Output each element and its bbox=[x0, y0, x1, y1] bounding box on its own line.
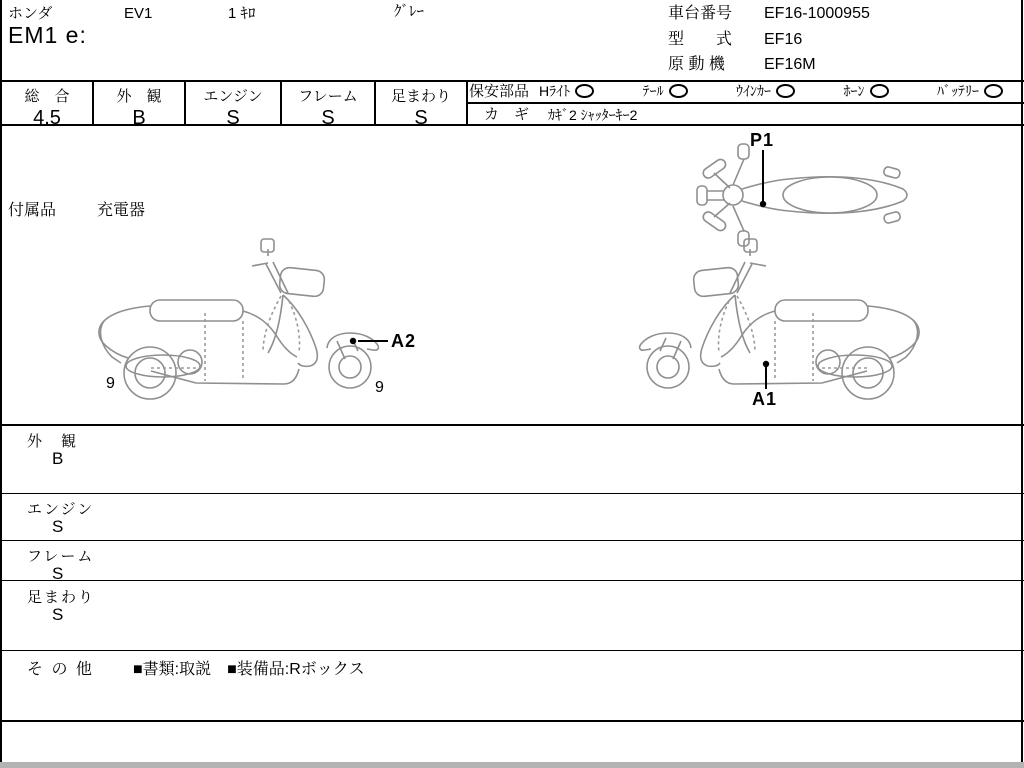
section-line-other bbox=[0, 650, 1024, 651]
rating-engine-value: S bbox=[226, 107, 240, 129]
section-line-footer bbox=[0, 720, 1024, 722]
other-label: そ の 他 bbox=[27, 661, 94, 678]
ok-circle-icon bbox=[776, 84, 795, 98]
accessories-label: 付属品 bbox=[8, 202, 57, 219]
safety-item-battery-label: ﾊﾞｯﾃﾘｰ bbox=[936, 83, 979, 99]
ok-circle-icon bbox=[870, 84, 889, 98]
safety-item-winker bbox=[736, 83, 795, 99]
chassis-label: 車台番号 bbox=[668, 5, 733, 22]
safety-item-winker-label: ｳｲﾝｶｰ bbox=[736, 83, 772, 99]
section-engine-label: エンジン bbox=[27, 501, 95, 518]
safety-parts-row bbox=[469, 83, 1021, 100]
section-line-exterior bbox=[0, 424, 1024, 426]
tire-depth-rear: 9 bbox=[106, 375, 115, 392]
section-line-undercarriage bbox=[0, 580, 1024, 581]
rating-exterior-label: 外 観 bbox=[116, 88, 162, 105]
type-label: 型 式 bbox=[668, 31, 733, 48]
safety-item-tail bbox=[643, 83, 688, 99]
safety-parts-title: 保安部品 bbox=[469, 83, 530, 100]
model-name: EM1 e: bbox=[8, 22, 87, 48]
model-code: EV1 bbox=[124, 5, 153, 22]
rating-frame-value: S bbox=[321, 107, 335, 129]
rating-undercarriage-label: 足まわり bbox=[390, 88, 451, 105]
engine-value: EF16M bbox=[764, 56, 816, 73]
tire-depth-front: 9 bbox=[375, 379, 384, 396]
section-frame-label: フレーム bbox=[27, 548, 95, 565]
maker-name: ホンダ bbox=[8, 5, 53, 22]
marker-a2-label: A2 bbox=[391, 331, 417, 351]
scooter-side-view-right-drawing bbox=[640, 239, 920, 399]
ok-circle-icon bbox=[669, 84, 688, 98]
rating-engine-label: エンジン bbox=[203, 88, 263, 105]
ok-circle-icon bbox=[984, 84, 1003, 98]
safety-item-headlight bbox=[539, 83, 594, 99]
ok-circle-icon bbox=[575, 84, 594, 98]
scooter-side-view-left-drawing bbox=[99, 239, 379, 399]
rating-undercarriage bbox=[376, 82, 466, 129]
section-line-frame bbox=[0, 540, 1024, 541]
safety-item-horn-label: ﾎｰﾝ bbox=[843, 83, 865, 99]
section-exterior-label: 外 観 bbox=[27, 433, 79, 450]
safety-divider-line bbox=[468, 102, 1024, 104]
section-undercarriage-value: S bbox=[52, 605, 64, 624]
marker-p1-label: P1 bbox=[750, 130, 775, 150]
rating-engine bbox=[186, 82, 280, 129]
safety-item-headlight-label: Hﾗｲﾄ bbox=[539, 83, 571, 99]
type-value: EF16 bbox=[764, 31, 803, 48]
rating-exterior-value: B bbox=[132, 107, 146, 129]
other-item-documents: ■書類:取説 bbox=[133, 661, 212, 678]
rating-frame-label: フレーム bbox=[298, 88, 358, 105]
section-line-engine bbox=[0, 493, 1024, 494]
section-exterior-value: B bbox=[52, 449, 64, 468]
section-frame-value: S bbox=[52, 564, 64, 583]
rating-overall bbox=[2, 82, 92, 129]
section-undercarriage-label: 足まわり bbox=[27, 589, 96, 606]
footer-scan-bar bbox=[0, 762, 1024, 768]
safety-item-battery bbox=[937, 83, 1003, 99]
body-color: ｸﾞﾚｰ bbox=[394, 3, 425, 20]
other-items bbox=[133, 656, 365, 679]
accessories-value: 充電器 bbox=[97, 202, 146, 219]
rating-undercarriage-value: S bbox=[414, 107, 428, 129]
rating-frame bbox=[282, 82, 374, 129]
safety-item-horn bbox=[844, 83, 889, 99]
vehicle-diagrams-svg bbox=[0, 125, 1024, 425]
section-engine-value: S bbox=[52, 517, 64, 536]
scooter-top-view-drawing bbox=[697, 144, 907, 246]
safety-parts-items bbox=[529, 83, 1021, 99]
key-value: ｶｷﾞ2 ｼｬｯﾀｰｷｰ2 bbox=[548, 107, 638, 123]
safety-item-tail-label: ﾃｰﾙ bbox=[642, 83, 664, 99]
engine-label: 原 動 機 bbox=[668, 56, 725, 73]
other-item-equipment: ■装備品:Rボックス bbox=[227, 661, 365, 678]
marker-a1-label: A1 bbox=[752, 389, 778, 409]
key-label: カ ギ bbox=[484, 106, 530, 123]
rating-overall-label: 総 合 bbox=[24, 88, 70, 105]
chassis-value: EF16-1000955 bbox=[764, 5, 870, 22]
rating-overall-value: 4.5 bbox=[33, 107, 61, 129]
mileage: 1 ｷﾛ bbox=[228, 5, 256, 22]
rating-exterior bbox=[94, 82, 184, 129]
